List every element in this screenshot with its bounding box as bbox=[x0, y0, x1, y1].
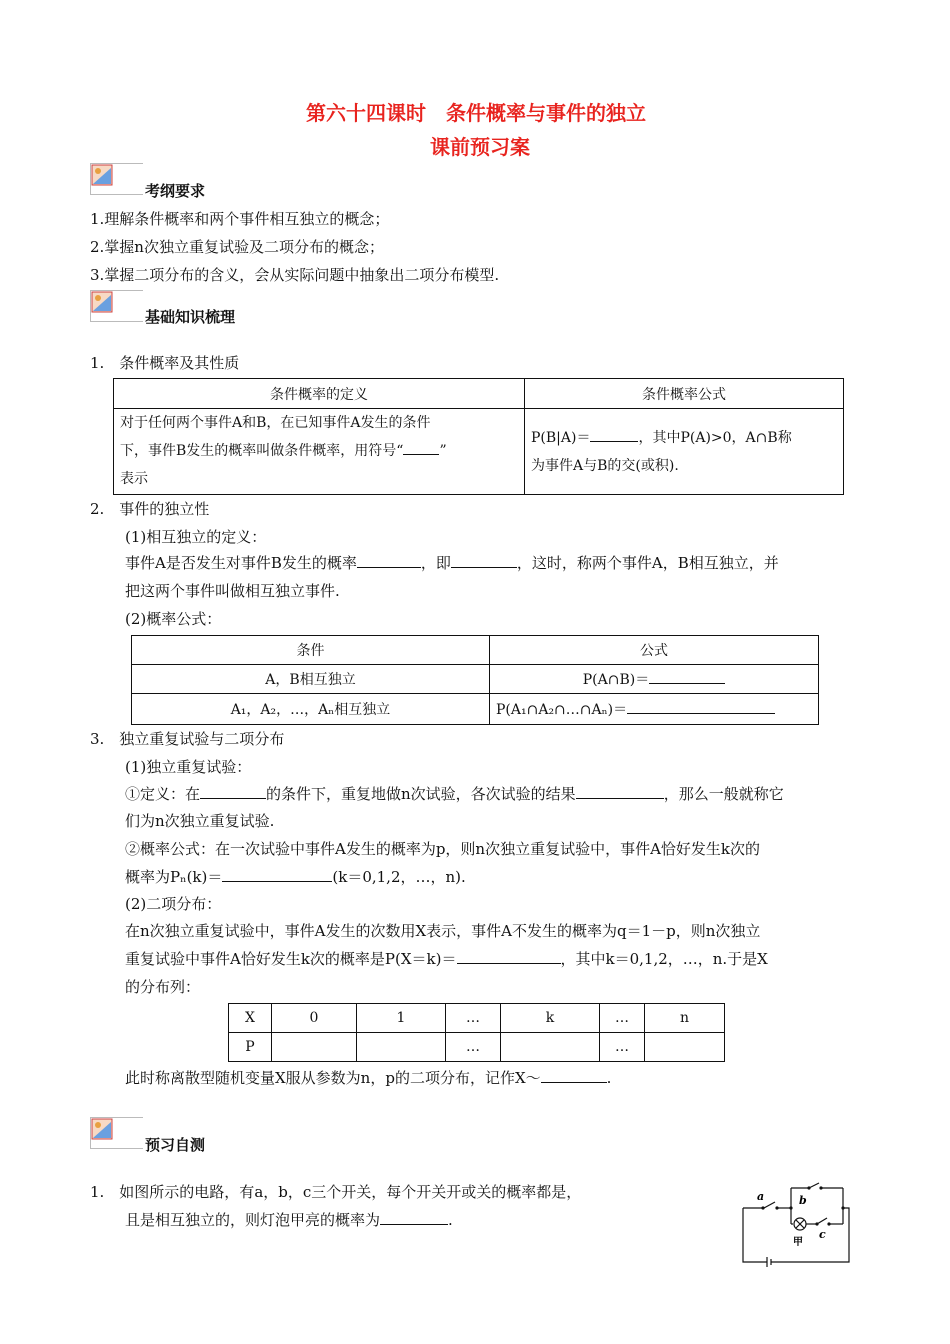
th-formula: 公式 bbox=[490, 636, 819, 665]
dist-cell: … bbox=[600, 1033, 645, 1062]
section-label-pretest: 预习自测 bbox=[145, 1136, 206, 1154]
definition-text: ” bbox=[439, 443, 447, 459]
symbol-blank bbox=[403, 440, 439, 455]
definition-cell bbox=[114, 409, 525, 495]
question-1-line-1: 1. 如图所示的电路，有a，b，c三个开关，每个开关开或关的概率都是， bbox=[90, 1183, 582, 1201]
lamp-label: 甲 bbox=[793, 1237, 803, 1248]
dist-cell: n bbox=[645, 1004, 725, 1033]
blank bbox=[451, 553, 517, 568]
dist-cell bbox=[645, 1033, 725, 1062]
row1-formula bbox=[490, 665, 819, 694]
answer-blank bbox=[380, 1210, 448, 1225]
k2-heading: 2. 事件的独立性 bbox=[90, 500, 210, 518]
switch-b-label: b bbox=[799, 1194, 807, 1207]
text: 的条件下，重复地做n次试验，各次试验的结果 bbox=[266, 785, 576, 803]
dist-cell: 0 bbox=[272, 1004, 357, 1033]
dist-cell bbox=[272, 1033, 357, 1062]
row2-formula bbox=[490, 694, 819, 725]
definition-text: 下，事件B发生的概率叫做条件概率，用符号“ bbox=[120, 443, 404, 459]
switch-a-label: a bbox=[757, 1190, 765, 1203]
formula-line: 为事件A与B的交(或积). bbox=[531, 457, 679, 474]
text: 重复试验中事件A恰好发生k次的概率是P(X＝k)＝ bbox=[125, 950, 457, 968]
binomial-text-2 bbox=[125, 948, 768, 969]
dist-cell bbox=[357, 1033, 446, 1062]
text: ①定义：在 bbox=[125, 785, 201, 803]
conditional-probability-table bbox=[113, 378, 844, 495]
text: . bbox=[606, 1069, 612, 1087]
blank bbox=[576, 784, 664, 799]
definition-line: 表示 bbox=[120, 471, 148, 487]
formula-line bbox=[531, 424, 837, 452]
page-title: 第六十四课时 条件概率与事件的独立 bbox=[306, 101, 646, 125]
text: 此时称离散型随机变量X服从参数为n，p的二项分布，记作X～ bbox=[125, 1069, 541, 1087]
definition-line bbox=[120, 437, 518, 465]
th-condition: 条件 bbox=[132, 636, 490, 665]
page-subtitle: 课前预习案 bbox=[430, 135, 530, 159]
circuit-diagram bbox=[735, 1180, 860, 1270]
k3-heading: 3. 独立重复试验与二项分布 bbox=[90, 730, 285, 748]
text: 且是相互独立的，则灯泡甲亮的概率为 bbox=[125, 1211, 381, 1229]
formula-blank bbox=[590, 427, 638, 442]
trial-definition bbox=[125, 783, 784, 804]
row2-condition: A₁，A₂，…，Aₙ相互独立 bbox=[132, 694, 490, 725]
section-icon-1 bbox=[90, 163, 143, 195]
text: ，其中k＝0,1,2，…，n.于是X bbox=[560, 950, 768, 968]
text: 事件A是否发生对事件B发生的概率 bbox=[125, 554, 357, 572]
blank bbox=[541, 1068, 607, 1083]
formula-text: ，其中P(A)>0，A∩B称 bbox=[638, 429, 792, 446]
question-1-line-2 bbox=[125, 1209, 453, 1230]
blank bbox=[222, 867, 332, 882]
text: 概率为Pₙ(k)＝ bbox=[125, 868, 223, 886]
requirement-item: 2.掌握n次独立重复试验及二项分布的概念； bbox=[90, 238, 384, 256]
th-formula: 条件概率公式 bbox=[525, 379, 844, 409]
text: ，即 bbox=[420, 554, 451, 572]
text: P(A∩B)＝ bbox=[582, 672, 650, 688]
text: ，那么一般就称它 bbox=[663, 785, 784, 803]
k3-sub1: (1)独立重复试验： bbox=[125, 758, 252, 776]
section-label-basics: 基础知识梳理 bbox=[145, 308, 236, 326]
text: . bbox=[448, 1211, 453, 1229]
text: ，这时，称两个事件A，B相互独立，并 bbox=[516, 554, 779, 572]
trial-definition-2: 们为n次独立重复试验. bbox=[125, 812, 275, 830]
requirement-item: 1.理解条件概率和两个事件相互独立的概念； bbox=[90, 210, 390, 228]
binomial-notation bbox=[125, 1067, 611, 1088]
k2-sub1: (1)相互独立的定义： bbox=[125, 528, 267, 546]
dist-cell: k bbox=[501, 1004, 600, 1033]
blank bbox=[357, 553, 421, 568]
binomial-text-3: 的分布列： bbox=[125, 978, 201, 996]
section-label-requirements: 考纲要求 bbox=[145, 182, 206, 200]
th-definition: 条件概率的定义 bbox=[114, 379, 525, 409]
blank bbox=[649, 669, 725, 684]
k1-heading: 1. 条件概率及其性质 bbox=[90, 354, 240, 372]
dist-cell: P bbox=[229, 1033, 272, 1062]
independence-table bbox=[131, 635, 819, 725]
section-icon-2 bbox=[90, 290, 143, 322]
formula-text: P(B|A)＝ bbox=[531, 429, 591, 446]
blank bbox=[457, 949, 561, 964]
row1-condition: A，B相互独立 bbox=[132, 665, 490, 694]
dist-cell: … bbox=[446, 1004, 501, 1033]
text: (k＝0,1,2，…，n). bbox=[332, 868, 466, 886]
independence-definition-2: 把这两个事件叫做相互独立事件. bbox=[125, 582, 340, 600]
dist-cell: … bbox=[600, 1004, 645, 1033]
dist-cell: … bbox=[446, 1033, 501, 1062]
trial-formula-2 bbox=[125, 866, 466, 887]
trial-formula-1: ②概率公式：在一次试验中事件A发生的概率为p，则n次独立重复试验中，事件A恰好发生k次的 bbox=[125, 840, 761, 858]
requirement-item: 3.掌握二项分布的含义，会从实际问题中抽象出二项分布模型. bbox=[90, 266, 500, 284]
distribution-table bbox=[228, 1003, 725, 1062]
dist-cell: 1 bbox=[357, 1004, 446, 1033]
switch-c-label: c bbox=[819, 1228, 826, 1241]
dist-cell bbox=[501, 1033, 600, 1062]
dist-cell: X bbox=[229, 1004, 272, 1033]
blank bbox=[627, 699, 775, 714]
blank bbox=[200, 784, 266, 799]
definition-line: 对于任何两个事件A和B，在已知事件A发生的条件 bbox=[120, 415, 431, 431]
text: P(A₁∩A₂∩…∩Aₙ)＝ bbox=[496, 702, 628, 718]
independence-definition bbox=[125, 552, 779, 573]
section-icon-3 bbox=[90, 1117, 143, 1149]
k2-sub2: (2)概率公式： bbox=[125, 610, 222, 628]
binomial-text-1: 在n次独立重复试验中，事件A发生的次数用X表示，事件A不发生的概率为q＝1－p，则n次独立 bbox=[125, 922, 761, 940]
k3-sub2: (2)二项分布： bbox=[125, 895, 222, 913]
formula-cell bbox=[525, 409, 844, 495]
